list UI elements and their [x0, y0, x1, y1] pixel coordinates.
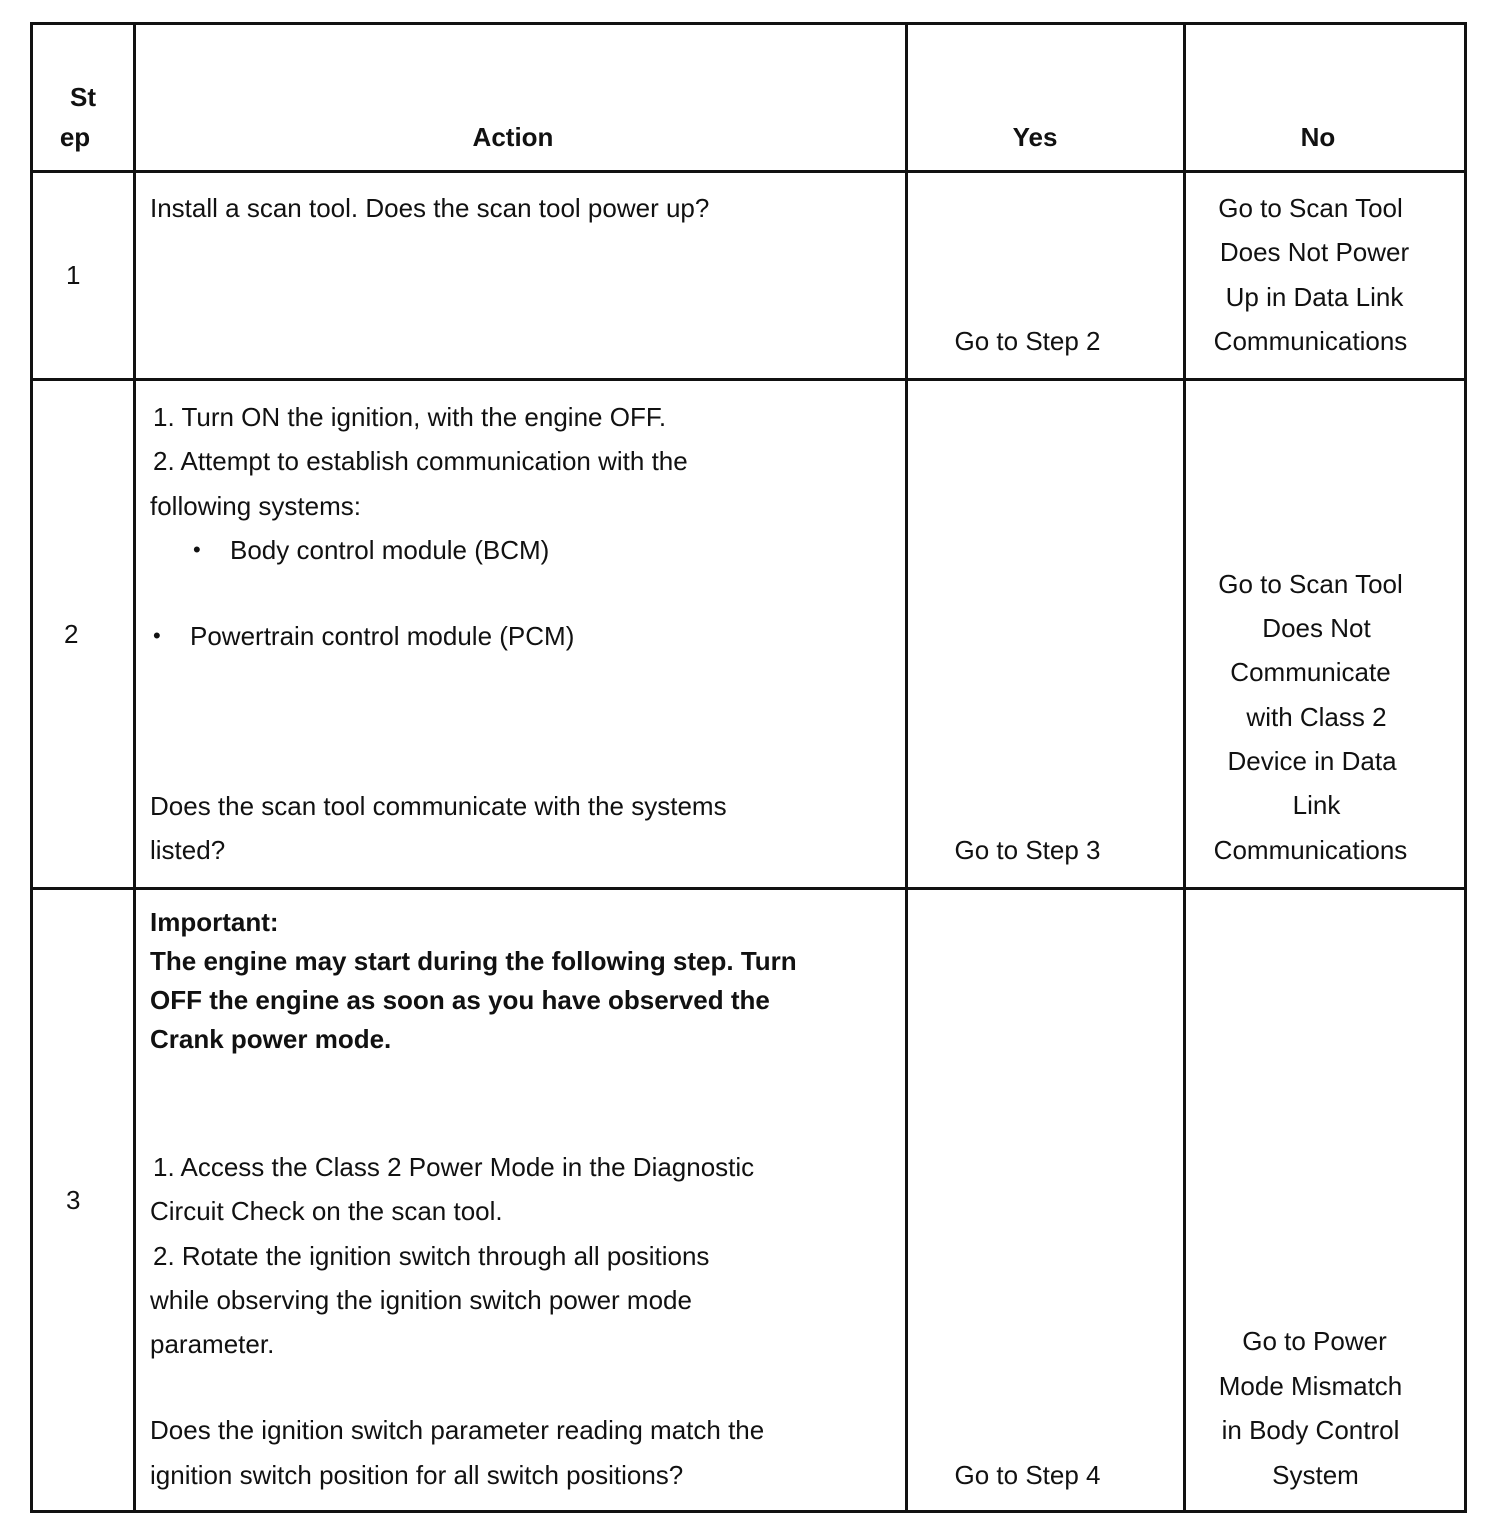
yes-link-step-2[interactable]: Go to Step 2 [954, 326, 1101, 356]
step-number: 3 [66, 1185, 81, 1215]
row-divider [33, 170, 1464, 173]
action-question: Does the scan tool communicate with the systems [150, 791, 727, 821]
bullet-icon: • [153, 623, 161, 648]
no-line: Does Not Power [1219, 237, 1410, 267]
yes-link-step-4[interactable]: Go to Step 4 [954, 1460, 1101, 1490]
bullet-icon: • [193, 537, 201, 562]
action-step: 1. Turn ON the ignition, with the engine OFF. [153, 402, 667, 432]
no-line: Up in Data Link [1225, 282, 1404, 312]
header-yes: Yes [1012, 122, 1058, 152]
action-step: parameter. [150, 1329, 275, 1359]
no-line: with Class 2 [1246, 702, 1387, 732]
no-line: Communications [1213, 835, 1408, 865]
column-divider [905, 25, 908, 1510]
important-title: Important: [150, 907, 279, 937]
important-text: The engine may start during the following step. Turn [150, 946, 797, 976]
header-action: Action [472, 122, 554, 152]
no-line: Link [1292, 790, 1341, 820]
no-line: Mode Mismatch [1218, 1371, 1403, 1401]
action-question: Does the ignition switch parameter reading match the [150, 1415, 765, 1445]
no-line: in Body Control [1221, 1415, 1400, 1445]
action-question: listed? [150, 835, 226, 865]
no-line: Go to Power [1242, 1326, 1387, 1356]
column-divider [133, 25, 136, 1510]
no-line: Communicate [1230, 657, 1391, 687]
no-line: System [1272, 1460, 1359, 1490]
row-divider [33, 378, 1464, 381]
action-step: 1. Access the Class 2 Power Mode in the Diagnostic [153, 1152, 755, 1182]
action-step: Circuit Check on the scan tool. [150, 1196, 503, 1226]
step-number: 2 [64, 619, 79, 649]
no-line: Does Not [1262, 613, 1371, 643]
action-step: following systems: [150, 491, 361, 521]
header-step-line-1: St [70, 82, 96, 112]
header-step-line-2: ep [59, 122, 91, 152]
action-step: while observing the ignition switch power mode [150, 1285, 692, 1315]
important-text: OFF the engine as soon as you have observed the [150, 985, 770, 1015]
step-number: 1 [66, 260, 81, 290]
action-step: 2. Attempt to establish communication with the [153, 446, 688, 476]
important-text: Crank power mode. [150, 1024, 392, 1054]
no-line: Device in Data [1227, 746, 1397, 776]
no-line: Go to Scan Tool [1218, 193, 1403, 223]
header-no: No [1300, 122, 1336, 152]
bullet-item: Powertrain control module (PCM) [190, 621, 575, 651]
no-line: Communications [1213, 326, 1408, 356]
action-question: Install a scan tool. Does the scan tool power up? [150, 193, 710, 223]
no-line: Go to Scan Tool [1218, 569, 1403, 599]
yes-link-step-3[interactable]: Go to Step 3 [954, 835, 1101, 865]
row-divider [33, 887, 1464, 890]
action-question: ignition switch position for all switch positions? [150, 1460, 684, 1490]
action-step: 2. Rotate the ignition switch through all positions [153, 1241, 710, 1271]
bullet-item: Body control module (BCM) [230, 535, 550, 565]
